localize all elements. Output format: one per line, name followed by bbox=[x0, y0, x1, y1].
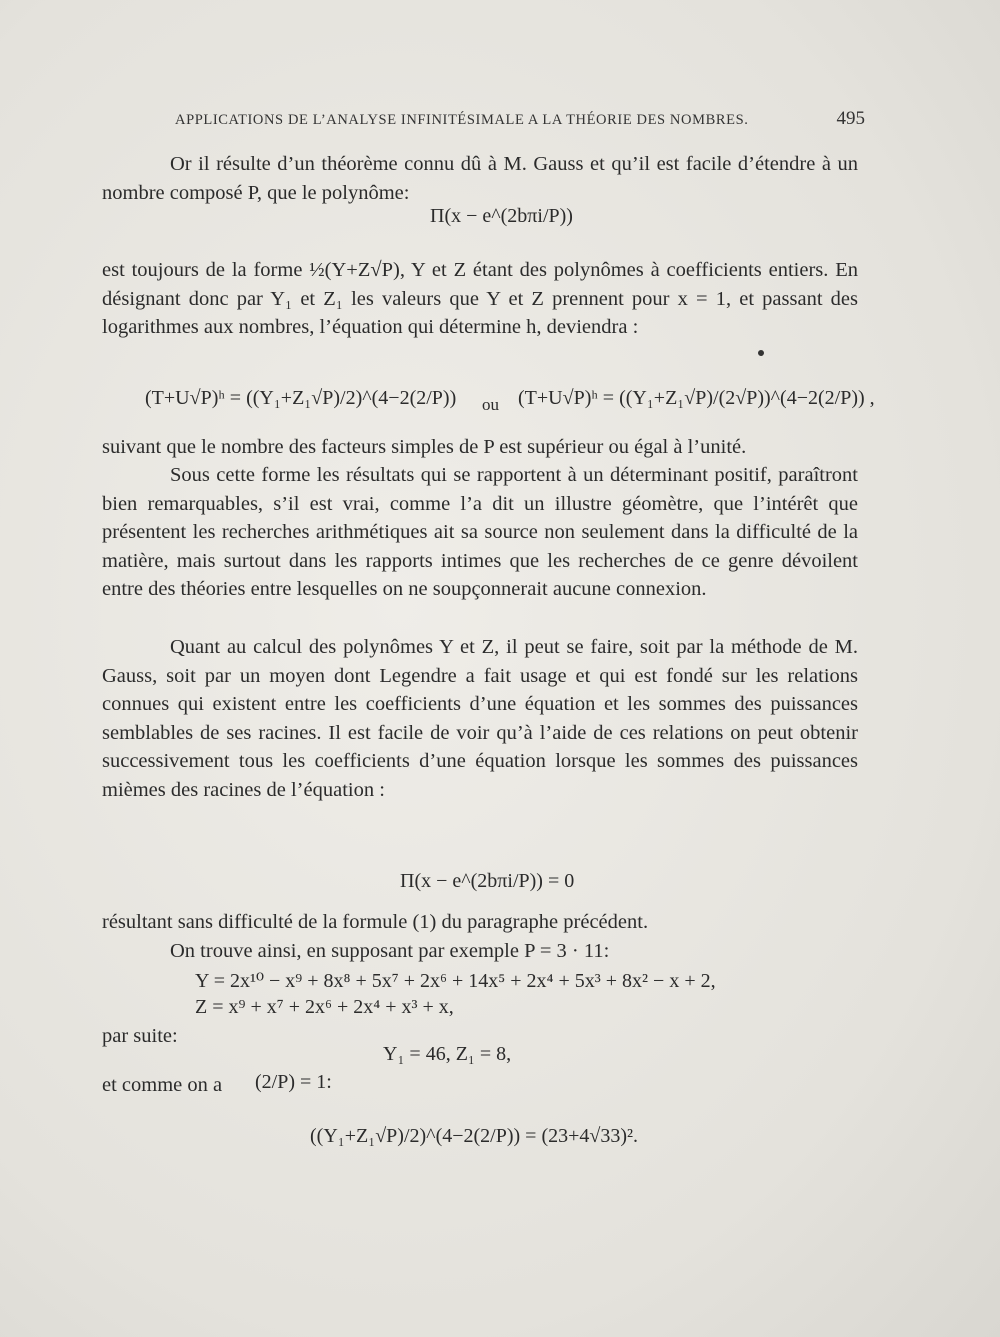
ink-dot bbox=[758, 350, 764, 356]
equation-Y1-Z1: Y₁ = 46, Z₁ = 8, bbox=[383, 1043, 512, 1065]
equation-polynomial: Π(x − e^(2bπi/P)) bbox=[430, 205, 573, 227]
equation-legendre-symbol: (2/P) = 1: bbox=[255, 1071, 332, 1093]
paragraph-1: Or il résulte d’un théorème connu dû à M. Gauss et qu’il est facile d’étendre à un nombre composé P, que le polynôme: bbox=[102, 153, 858, 204]
equation-h-case1: (T+U√P)ʰ = ((Y₁+Z₁√P)/2)^(4−2(2/P)) bbox=[145, 387, 457, 409]
paragraph-6: résultant sans difficulté de la formule (1) du paragraphe précédent. bbox=[102, 911, 649, 933]
equation-or: ou bbox=[482, 395, 499, 414]
running-header bbox=[175, 108, 865, 129]
equation-Y: Y = 2x¹⁰ − x⁹ + 8x⁸ + 5x⁷ + 2x⁶ + 14x⁵ + 2x⁴ + 5x³ + 8x² − x + 2, bbox=[195, 970, 716, 992]
equation-Z: Z = x⁹ + x⁷ + 2x⁶ + 2x⁴ + x³ + x, bbox=[195, 996, 454, 1018]
paragraph-7: On trouve ainsi, en supposant par exemple P = 3 · 11: bbox=[170, 940, 610, 962]
running-title: APPLICATIONS DE L’ANALYSE INFINITÉSIMALE A LA THÉORIE DES NOMBRES. bbox=[175, 112, 749, 128]
equation-h-case2: (T+U√P)ʰ = ((Y₁+Z₁√P)/(2√P))^(4−2(2/P)) , bbox=[518, 387, 875, 409]
equation-final: ((Y₁+Z₁√P)/2)^(4−2(2/P)) = (23+4√33)². bbox=[310, 1125, 639, 1147]
paragraph-5: Quant au calcul des polynômes Y et Z, il peut se faire, soit par la méthode de M. Gauss, soit par un moyen dont Legendre a fait usage et qui est fondé sur les relations connues qui existent entre les coefficients d’une équation et les sommes des puissances semblables de ses racines. Il est facile de voir qu’à l’aide de ces relations on peut obtenir successivement tous les coefficients d’une équation lorsque les sommes des puissances mièmes des racines de l’équation : bbox=[102, 636, 858, 801]
paragraph-3: suivant que le nombre des facteurs simples de P est supérieur ou égal à l’unité. bbox=[102, 436, 747, 458]
paragraph-8: par suite: bbox=[102, 1025, 178, 1047]
paragraph-9: et comme on a bbox=[102, 1074, 223, 1096]
paragraph-2: est toujours de la forme ½(Y+Z√P), Y et Z étant des polynômes à coefficients entiers. En désignant donc par Y₁ et Z₁ les valeurs que Y et Z prennent pour x = 1, et passant des logarithmes aux nombres, l’équation qui détermine h, deviendra : bbox=[102, 259, 858, 339]
equation-polynomial-zero: Π(x − e^(2bπi/P)) = 0 bbox=[400, 870, 575, 892]
paragraph-4: Sous cette forme les résultats qui se rapportent à un déterminant positif, paraîtront bien remarquables, s’il est vrai, comme l’a dit un illustre géomètre, que l’intérêt que présentent les recherches arithmétiques ait sa source non seulement dans la difficulté de la matière, mais surtout dans les rapports intimes que les recherches de ce genre dévoilent entre des théories entre lesquelles on ne soupçonnerait aucune connexion. bbox=[102, 464, 858, 601]
page-number: 495 bbox=[836, 108, 865, 129]
